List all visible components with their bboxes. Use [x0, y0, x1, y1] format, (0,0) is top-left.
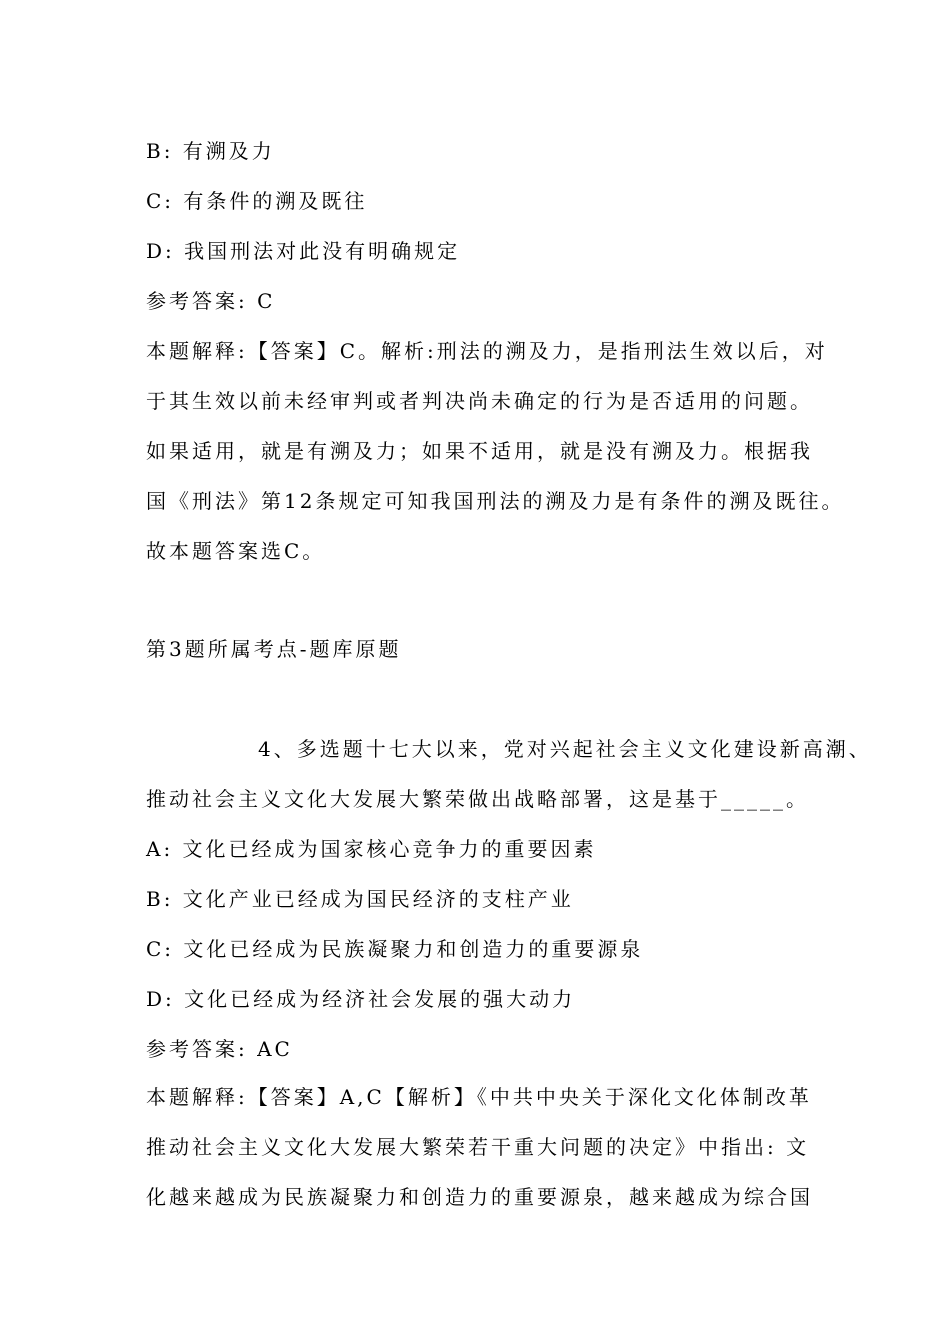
q3-explanation-line: 本题解释:【答案】C。解析:刑法的溯及力，是指刑法生效以后，对 [146, 339, 828, 363]
q4-option-a: A: 文化已经成为国家核心竞争力的重要因素 [146, 837, 597, 861]
q4-option-b: B: 文化产业已经成为国民经济的支柱产业 [146, 887, 574, 911]
q3-option-c: C: 有条件的溯及既往 [146, 189, 368, 213]
q4-option-d: D: 文化已经成为经济社会发展的强大动力 [146, 987, 576, 1011]
q3-explanation-line: 国《刑法》第12条规定可知我国刑法的溯及力是有条件的溯及既往。 [146, 489, 845, 513]
q3-explanation-line: 如果适用，就是有溯及力；如果不适用，就是没有溯及力。根据我 [146, 439, 813, 463]
q3-topic: 第3题所属考点-题库原题 [146, 637, 402, 661]
q3-option-b: B: 有溯及力 [146, 139, 275, 163]
q4-explanation-line: 推动社会主义文化大发展大繁荣若干重大问题的决定》中指出: 文 [146, 1135, 810, 1159]
q3-option-d: D: 我国刑法对此没有明确规定 [146, 239, 461, 263]
q3-answer: 参考答案: C [146, 289, 276, 313]
q3-explanation-line: 故本题答案选C。 [146, 539, 326, 563]
q4-option-c: C: 文化已经成为民族凝聚力和创造力的重要源泉 [146, 937, 644, 961]
q4-explanation-line: 化越来越成为民族凝聚力和创造力的重要源泉，越来越成为综合国 [146, 1185, 813, 1209]
q4-explanation-line: 本题解释:【答案】A,C【解析】《中共中央关于深化文化体制改革 [146, 1085, 812, 1109]
q4-question-line: 推动社会主义文化大发展大繁荣做出战略部署，这是基于_____。 [146, 787, 809, 811]
q3-explanation-line: 于其生效以前未经审判或者判决尚未确定的行为是否适用的问题。 [146, 389, 813, 413]
q4-question-line: 4、多选题十七大以来，党对兴起社会主义文化建设新高潮、 [258, 737, 872, 761]
q4-answer: 参考答案: AC [146, 1037, 293, 1061]
